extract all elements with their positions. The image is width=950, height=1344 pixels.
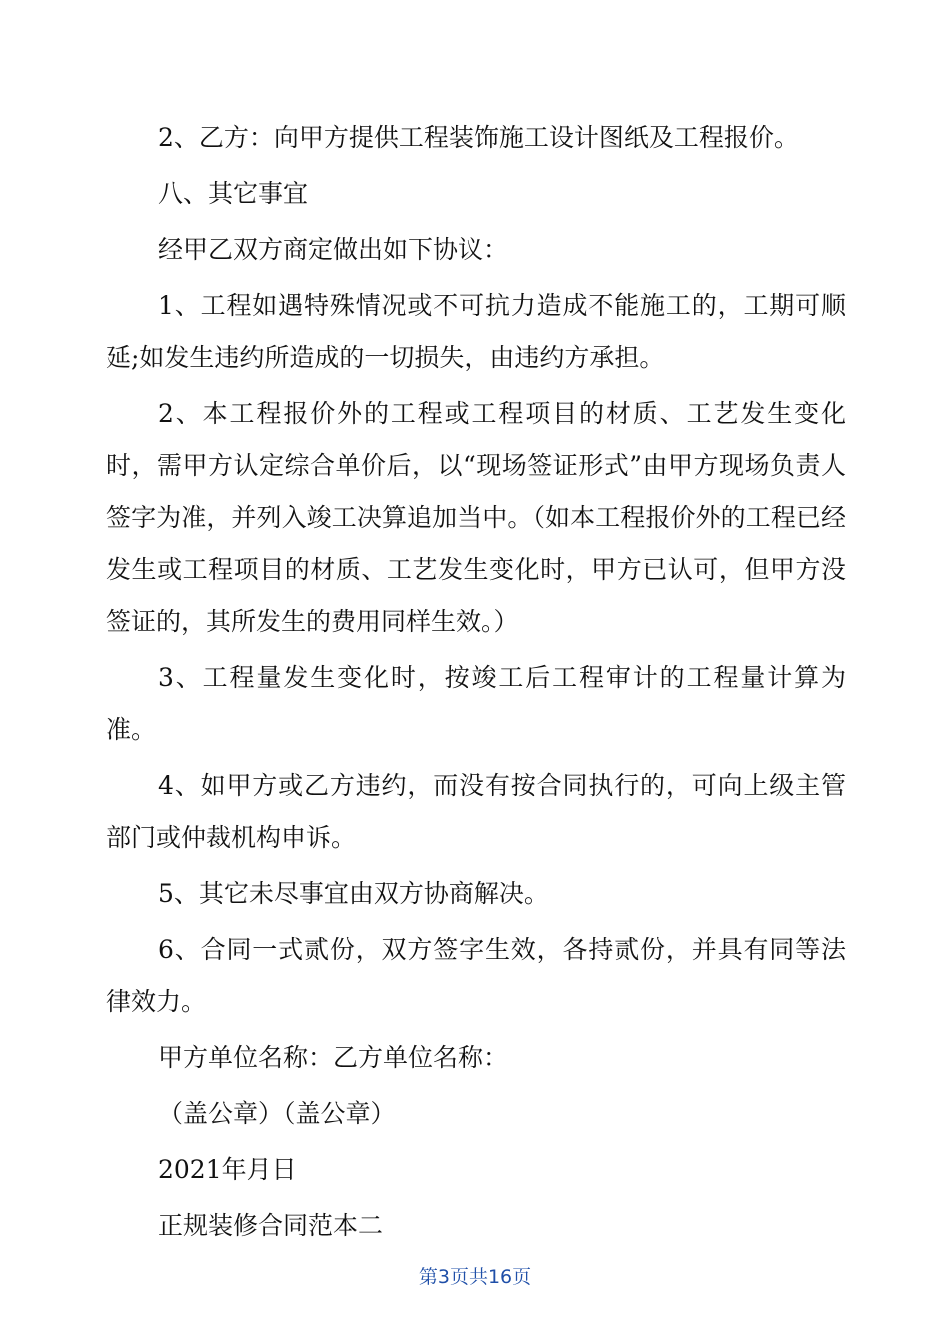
clause-4: 4、如甲方或乙方违约，而没有按合同执行的，可向上级主管部门或仲裁机构申诉。 — [106, 771, 846, 852]
clause-1: 1、工程如遇特殊情况或不可抗力造成不能施工的，工期可顺延;如发生违约所造成的一切损失，由违约方承担。 — [106, 291, 846, 372]
paragraph-party-b-duty: 2、乙方：向甲方提供工程装饰施工设计图纸及工程报价。 — [158, 123, 799, 152]
clause-2: 2、本工程报价外的工程或工程项目的材质、工艺发生变化时，需甲方认定综合单价后，以“现场签证形式”由甲方现场负责人签字为准，并列入竣工决算追加当中。（如本工程报价外的工程已经发生或工程项目的材质、工艺发生变化时，甲方已认可，但甲方没签证的，其所发生的费用同样生效。） — [106, 399, 846, 636]
clause-5: 5、其它未尽事宜由双方协商解决。 — [158, 879, 549, 908]
paragraph-agreement-intro: 经甲乙双方商定做出如下协议： — [158, 235, 509, 264]
next-section-title: 正规装修合同范本二 — [158, 1211, 384, 1240]
clause-3: 3、工程量发生变化时，按竣工后工程审计的工程量计算为准。 — [106, 663, 846, 744]
document-body — [106, 112, 846, 1256]
page-number-footer: 第3页共16页 — [418, 1266, 532, 1288]
section-heading-other-matters: 八、其它事宜 — [158, 179, 309, 208]
signature-seals: （盖公章）（盖公章） — [158, 1099, 396, 1128]
clause-6: 6、合同一式贰份，双方签字生效，各持贰份，并具有同等法律效力。 — [106, 935, 846, 1016]
signature-date: 2021年月日 — [158, 1155, 297, 1184]
signature-party-names: 甲方单位名称：乙方单位名称： — [158, 1043, 509, 1072]
